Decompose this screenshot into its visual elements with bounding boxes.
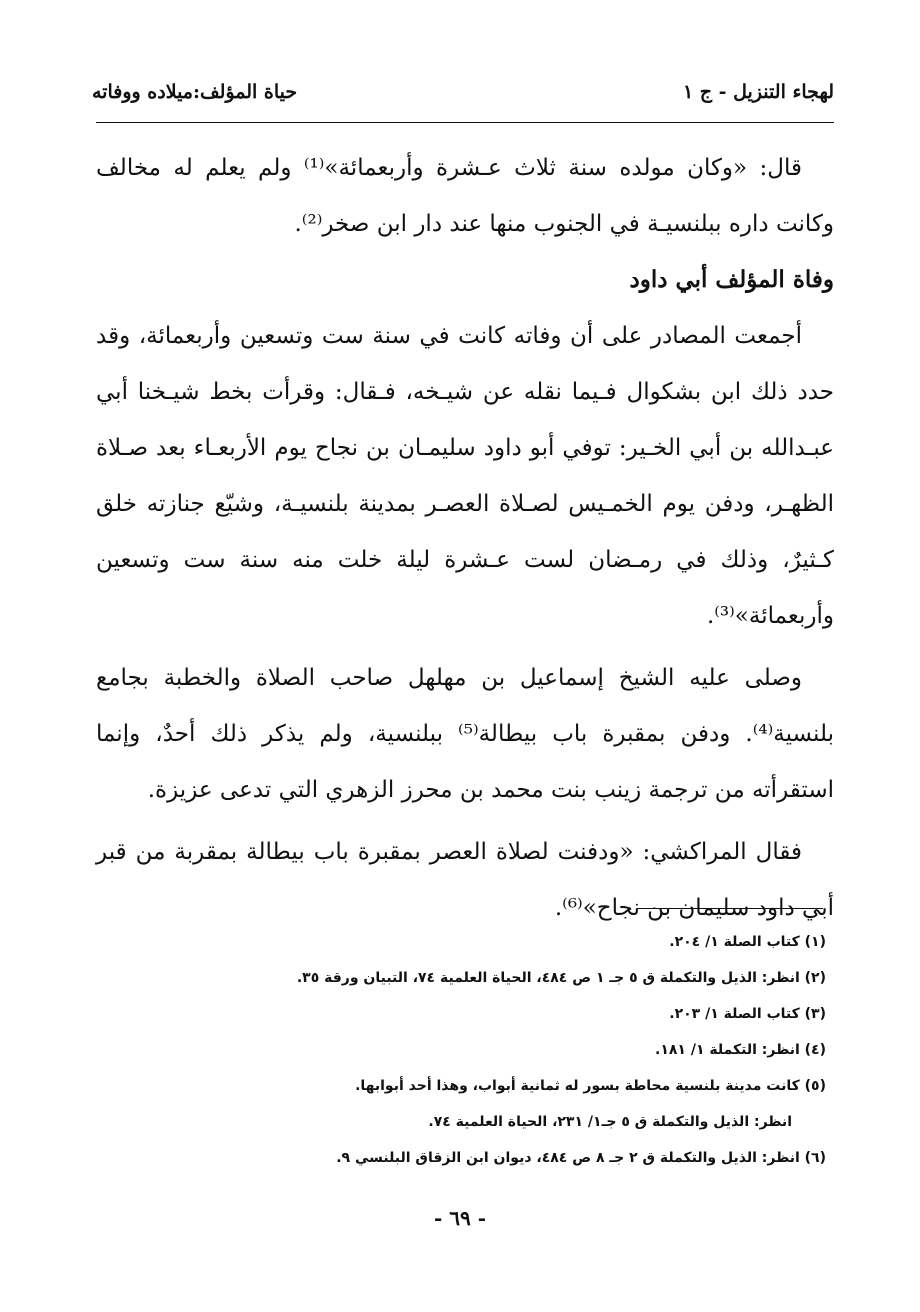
main-text — [96, 140, 834, 936]
running-header — [92, 72, 834, 112]
footnote-divider — [637, 908, 823, 909]
header-divider — [96, 122, 834, 123]
footnote-3: (٣) كتاب الصلة ١/ ٢٠٣. — [669, 1006, 826, 1022]
paragraph-marrakushi: فقال المراكشي: «ودفنت لصلاة العصر بمقبرة باب بيطالة بمقربة من قبر أبي داود سليمان بن نجاح»⁽⁶⁾. — [96, 839, 834, 921]
header-chapter-title: حياة المؤلف:ميلاده ووفاته — [92, 81, 298, 103]
section-heading-death: وفاة المؤلف أبي داود — [629, 266, 834, 293]
footnote-5-continuation: انظر: الذيل والتكملة ق ٥ جـ١/ ٢٣١، الحياة العلمية ٧٤. — [428, 1114, 792, 1130]
footnote-6: (٦) انظر: الذيل والتكملة ق ٢ جـ ٨ ص ٤٨٤، ديوان ابن الزقاق البلنسي ٩. — [336, 1150, 826, 1166]
header-book-title: لهجاء التنزيل - ج ١ — [682, 81, 834, 103]
footnote-5: (٥) كانت مدينة بلنسية محاطة بسور له ثمانية أبواب، وهذا أحد أبوابها. — [355, 1078, 826, 1094]
paragraph-birth: قال: «وكان مولده سنة ثلاث عـشرة وأربعمائة»⁽¹⁾ ولم يعلم له مخالف وكانت داره ببلنسيـة في الجنوب منها عند دار ابن صخر⁽²⁾. — [96, 155, 834, 237]
footnotes — [190, 924, 826, 1176]
footnote-1: (١) كتاب الصلة ١/ ٢٠٤. — [669, 934, 826, 950]
page-number: - ٦٩ - — [433, 1206, 486, 1230]
footnote-2: (٢) انظر: الذيل والتكملة ق ٥ جـ ١ ص ٤٨٤، الحياة العلمية ٧٤، التبيان ورقة ٣٥. — [296, 970, 826, 986]
paragraph-burial: وصلى عليه الشيخ إسماعيل بن مهلهل صاحب الصلاة والخطبة بجامع بلنسية⁽⁴⁾. ودفن بمقبرة باب بيطالة⁽⁵⁾ ببلنسية، ولم يذكر ذلك أحدٌ، وإنما استقرأته من ترجمة زينب بنت محمد بن محرز الزهري التي تدعى عزيزة. — [96, 665, 834, 803]
footnote-4: (٤) انظر: التكملة ١/ ١٨١. — [655, 1042, 826, 1058]
paragraph-death-date: أجمعت المصادر على أن وفاته كانت في سنة ست وتسعين وأربعمائة، وقد حدد ذلك ابن بشكوال فـيما نقله عن شيـخه، فـقال: وقرأت بخط شيـخنا أبي عبـدالله بن أبي الخـير: توفي أبو داود سليمـان بن نجاح يوم الأربعـاء بعد صـلاة الظهـر، ودفن يوم الخمـيس لصـلاة العصـر بمدينة بلنسيـة، وشيّع جنازته خلق كـثيرٌ، وذلك في رمـضان لست عـشرة ليلة خلت منه سنة ست وتسعين وأربعمائة»⁽³⁾. — [96, 323, 834, 629]
